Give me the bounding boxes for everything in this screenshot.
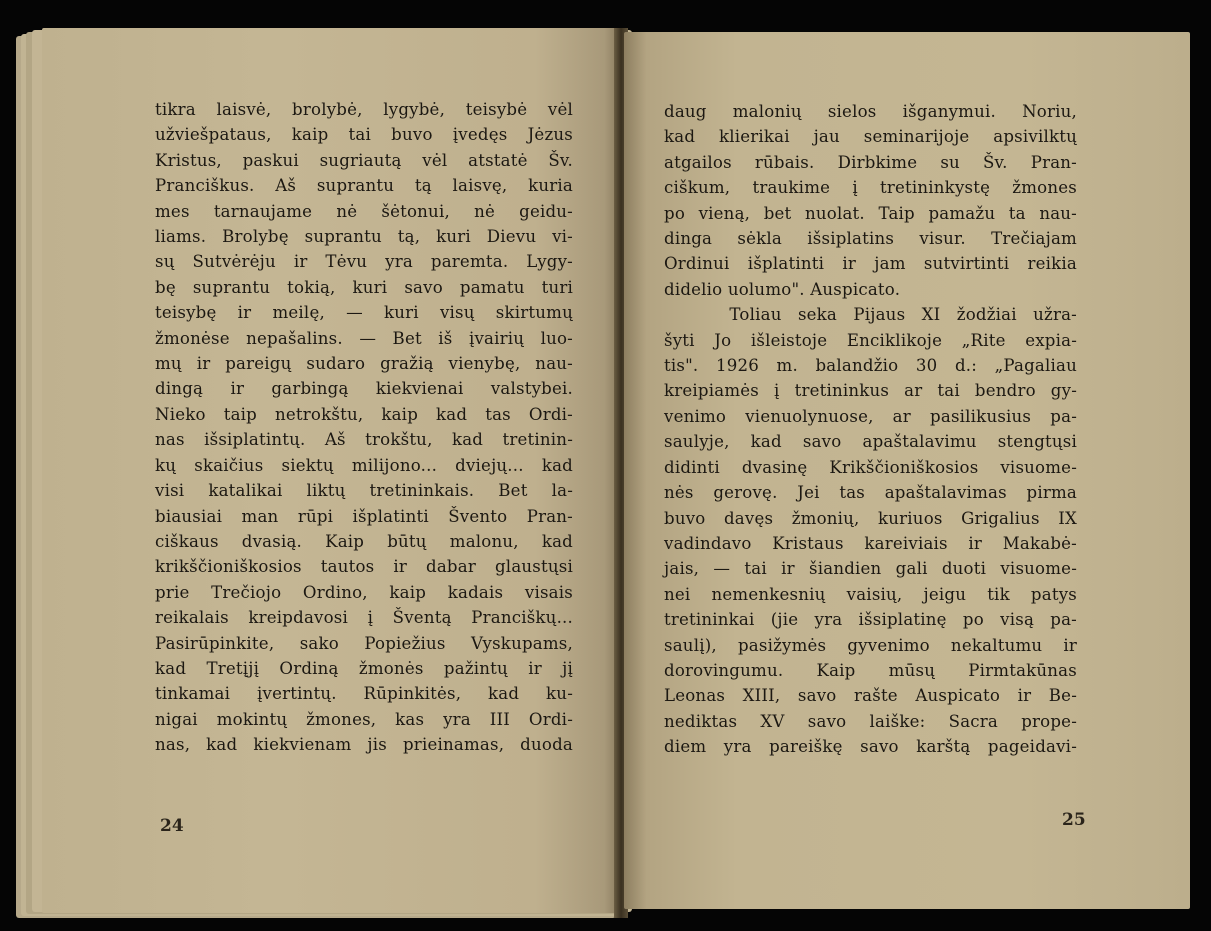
text-line: diem yra pareiškę savo karštą pageidavi- — [664, 737, 1077, 757]
text-line: kad Tretįjį Ordiną žmonės pažintų ir jį — [155, 658, 573, 678]
text-line: prie Trečiojo Ordino, kaip kadais visais — [155, 582, 573, 602]
text-line: visi katalikai liktų tretininkais. Bet la- — [155, 481, 573, 501]
text-line: mų ir pareigų sudaro gražią vienybę, nau- — [155, 354, 573, 374]
text-line: reikalais kreipdavosi į Šventą Pranciškų... — [155, 608, 573, 628]
text-line: kų skaičius siektų milijono... dviejų... kad — [155, 455, 573, 475]
text-line: vadindavo Kristaus kareiviais ir Makabė- — [664, 533, 1077, 553]
text-line: Kristus, paskui sugriautą vėl atstatė Šv. — [155, 150, 573, 170]
text-line: biausiai man rūpi išplatinti Švento Pran- — [155, 506, 573, 526]
text-line: dinga sėkla išsiplatins visur. Trečiajam — [664, 229, 1077, 249]
text-line: Ordinui išplatinti ir jam sutvirtinti reikia — [664, 254, 1077, 274]
text-line: nediktas XV savo laiške: Sacra prope- — [664, 711, 1077, 731]
text-line: šyti Jo išleistoje Enciklikoje „Rite expia- — [664, 330, 1077, 350]
text-line: tis". 1926 m. balandžio 30 d.: „Pagaliau — [664, 356, 1077, 376]
left-page-text — [155, 97, 573, 758]
text-line: tinkamai įvertintų. Rūpinkitės, kad ku- — [155, 684, 573, 704]
text-line: po vieną, bet nuolat. Taip pamažu ta nau- — [664, 203, 1077, 223]
text-line: Nieko taip netrokštu, kaip kad tas Ordi- — [155, 404, 573, 424]
text-line: bę suprantu tokią, kuri savo pamatu turi — [155, 277, 573, 297]
text-line: jais, — tai ir šiandien gali duoti visuome- — [664, 559, 1077, 579]
text-line: nigai mokintų žmones, kas yra III Ordi- — [155, 709, 573, 729]
text-line: saulyje, kad savo apaštalavimu stengtųsi — [664, 432, 1077, 452]
text-line: Pasirūpinkite, sako Popiežius Vyskupams, — [155, 633, 573, 653]
text-line: didinti dvasinę Krikščioniškosios visuome- — [664, 457, 1077, 477]
text-line: tikra laisvė, brolybė, lygybė, teisybė vėl — [155, 100, 573, 119]
text-line: daug malonių sielos išganymui. Noriu, — [664, 102, 1077, 121]
text-line: Toliau seka Pijaus XI žodžiai užra- — [664, 305, 1077, 325]
text-line: teisybę ir meilę, — kuri visų skirtumų — [155, 303, 573, 323]
right-page-text — [664, 99, 1077, 760]
text-line: kreipiamės į tretininkus ar tai bendro gy- — [664, 381, 1077, 401]
text-line: užviešpataus, kaip tai buvo įvedęs Jėzus — [155, 125, 573, 145]
text-line: buvo davęs žmonių, kuriuos Grigalius IX — [664, 508, 1077, 528]
text-line: dingą ir garbingą kiekvienai valstybei. — [155, 379, 573, 399]
text-line: nei nemenkesnių vaisių, jeigu tik patys — [664, 584, 1077, 604]
text-line: tretininkai (jie yra išsiplatinę po visą pa- — [664, 610, 1077, 630]
text-line: nės gerovę. Jei tas apaštalavimas pirma — [664, 483, 1077, 503]
text-line: liams. Brolybę suprantu tą, kuri Dievu vi- — [155, 227, 573, 247]
page-number-left: 24 — [160, 816, 184, 836]
text-line: žmonėse nepašalins. — Bet iš įvairių luo- — [155, 328, 573, 348]
text-line: didelio uolumo". Auspicato. — [664, 279, 901, 299]
text-line: ciškaus dvasią. Kaip būtų malonu, kad — [155, 531, 573, 551]
text-line: sų Sutvėrėju ir Tėvu yra paremta. Lygy- — [155, 252, 573, 272]
text-line: ciškum, traukime į tretininkystę žmones — [664, 178, 1077, 198]
text-line: Pranciškus. Aš suprantu tą laisvę, kuria — [155, 176, 573, 196]
text-line: nas, kad kiekvienam jis prieinamas, duoda — [155, 735, 573, 755]
text-line: venimo vienuolynuose, ar pasilikusius pa- — [664, 406, 1077, 426]
text-line: krikščioniškosios tautos ir dabar glaustųsi — [155, 557, 573, 577]
text-line: Leonas XIII, savo rašte Auspicato ir Be- — [664, 686, 1077, 706]
text-line: mes tarnaujame nė šėtonui, nė geidu- — [155, 201, 573, 221]
text-line: dorovingumu. Kaip mūsų Pirmtakūnas — [664, 660, 1077, 680]
text-line: atgailos rūbais. Dirbkime su Šv. Pran- — [664, 152, 1077, 172]
text-line: kad klierikai jau seminarijoje apsivilktų — [664, 127, 1077, 147]
text-line: nas išsiplatintų. Aš trokštu, kad tretinin- — [155, 430, 573, 450]
text-line: saulį), pasižymės gyvenimo nekaltumu ir — [664, 635, 1077, 655]
page-number-right: 25 — [1062, 810, 1086, 830]
